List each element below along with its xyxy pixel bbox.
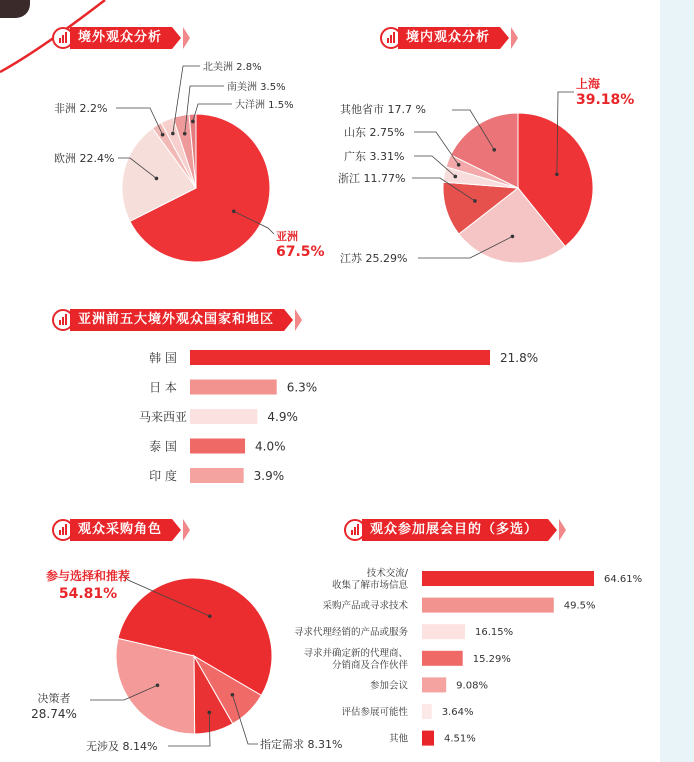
purpose-bar xyxy=(422,677,446,692)
top5-value-label: 3.9% xyxy=(253,469,285,483)
role-none-label: 无涉及 8.14% xyxy=(86,740,158,753)
purpose-category-label: 分销商及合作伙伴 xyxy=(331,659,408,671)
purpose-bar xyxy=(422,624,465,639)
purpose-category-label: 寻求代理经销的产品或服务 xyxy=(293,627,408,639)
domestic-zhejiang-label: 浙江 11.77% xyxy=(338,172,406,185)
overseas-asia-value: 67.5% xyxy=(276,244,325,260)
top5-bar xyxy=(190,350,490,365)
purpose-value-label: 16.15% xyxy=(474,627,514,639)
role-recommend-label: 参与选择和推荐 xyxy=(45,569,131,583)
section-title: 观众参加展会目的（多选） xyxy=(362,519,548,541)
section-title: 境内观众分析 xyxy=(398,27,500,49)
purpose-category-label: 技术交流/ xyxy=(366,568,408,579)
purpose-value-label: 4.51% xyxy=(444,733,476,745)
purpose-bar xyxy=(422,651,463,666)
domestic-shandong-label: 山东 2.75% xyxy=(344,126,405,139)
top5-value-label: 6.3% xyxy=(286,380,318,395)
top5-category-label: 泰 国 xyxy=(149,439,177,454)
domestic-guangdong-label: 广东 3.31% xyxy=(344,150,405,163)
domestic-jiangsu-label: 江苏 25.29% xyxy=(340,252,408,265)
purpose-bar xyxy=(422,731,434,746)
top5-bar xyxy=(190,468,244,483)
overseas-europe-label: 欧洲 22.4% xyxy=(54,152,115,165)
purpose-category-label: 采购产品或寻求技术 xyxy=(322,600,408,612)
section-title: 境外观众分析 xyxy=(70,27,172,49)
top5-bar xyxy=(190,380,277,395)
top5-category-label: 日 本 xyxy=(149,380,177,395)
purpose-category-label: 收集了解市场信息 xyxy=(331,580,408,591)
top5-value-label: 21.8% xyxy=(500,351,539,365)
overseas-africa-label: 非洲 2.2% xyxy=(54,102,108,115)
purpose-bar xyxy=(422,598,554,613)
role-recommend-value: 54.81% xyxy=(58,586,118,602)
top5-category-label: 韩 国 xyxy=(149,351,177,365)
purpose-value-label: 3.64% xyxy=(441,707,474,718)
role-decision-value: 28.74% xyxy=(31,707,77,721)
role-specify-label: 指定需求 8.31% xyxy=(260,738,343,751)
purpose-value-label: 64.61% xyxy=(604,574,643,585)
purpose-category-label: 参加会议 xyxy=(369,680,408,692)
section-title: 亚洲前五大境外观众国家和地区 xyxy=(70,309,284,331)
role-decision-label: 决策者 xyxy=(37,692,71,705)
top5-value-label: 4.0% xyxy=(255,439,286,454)
overseas-namerica-label: 北美洲 2.8% xyxy=(203,62,262,73)
top5-bar xyxy=(190,409,257,424)
top5-value-label: 4.9% xyxy=(267,410,298,424)
purpose-bar xyxy=(422,704,432,719)
domestic-shanghai-label: 上海 xyxy=(576,77,601,91)
top5-category-label: 印 度 xyxy=(149,469,177,483)
overseas-asia-label: 亚洲 xyxy=(276,230,298,243)
purpose-bar xyxy=(422,571,594,586)
top5-category-label: 马来西亚 xyxy=(138,410,188,424)
purpose-value-label: 49.5% xyxy=(563,600,596,612)
overseas-oceania-label: 大洋洲 1.5% xyxy=(235,100,294,111)
purpose-category-label: 其他 xyxy=(388,733,408,745)
top5-bar xyxy=(190,439,245,454)
purpose-category-label: 评估参展可能性 xyxy=(341,707,408,718)
purpose-value-label: 9.08% xyxy=(456,680,488,692)
purpose-value-label: 15.29% xyxy=(472,653,511,665)
overseas-samerica-label: 南美洲 3.5% xyxy=(227,82,286,93)
section-title: 观众采购角色 xyxy=(70,519,172,541)
purpose-category-label: 寻求并确定新的代理商、 xyxy=(303,647,408,659)
domestic-shanghai-value: 39.18% xyxy=(576,92,635,108)
domestic-other-label: 其他省市 17.7 % xyxy=(340,103,426,116)
